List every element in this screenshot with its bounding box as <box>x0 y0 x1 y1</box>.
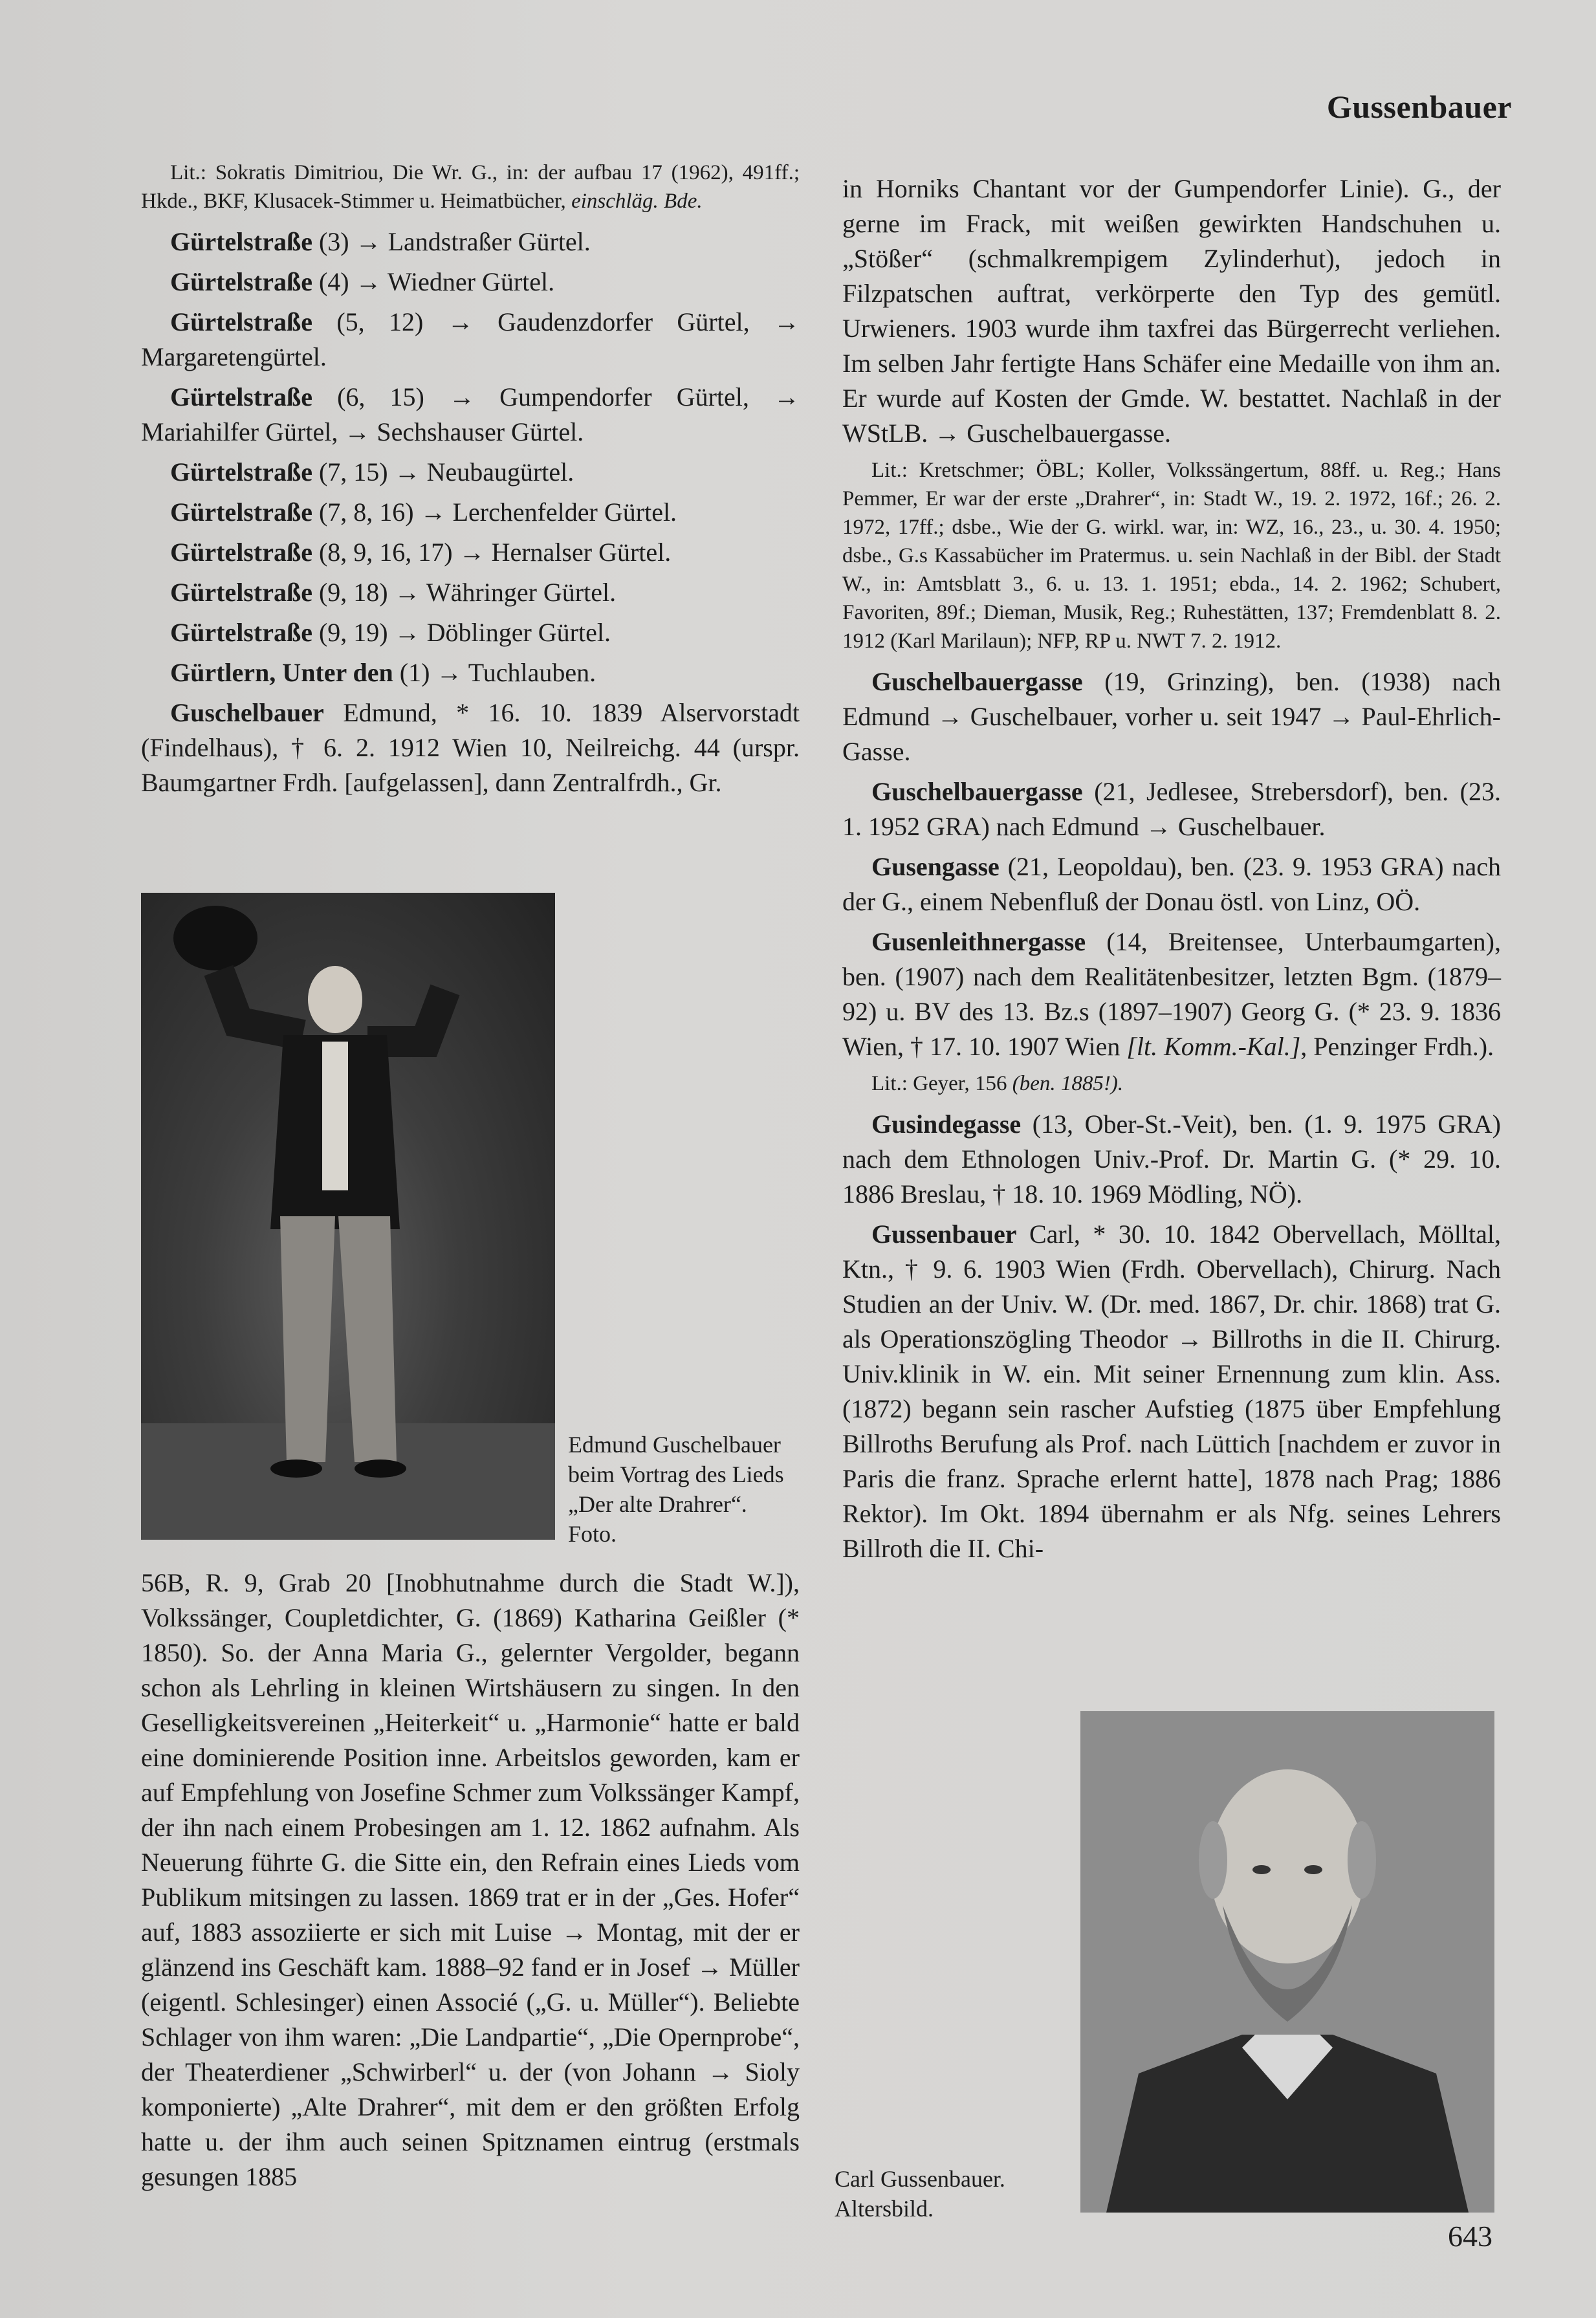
photo-gussenbauer-caption: Carl Gussenbauer. Altersbild. <box>835 2166 1005 2222</box>
entry-text: (7, 8, 16) → Lerchenfelder Gürtel. <box>318 497 677 527</box>
entry-head: Gürtelstraße <box>170 267 312 296</box>
entry-guschelbauergasse-21 <box>842 774 1501 844</box>
entry-text: (7, 15) → Neubaugürtel. <box>318 457 574 487</box>
entry-text: (21, Jedlesee, Strebersdorf), ben. (23. 1. 1952 GRA) nach Edmund → Guschelbauer. <box>842 777 1501 841</box>
entry-head: Gürtlern, Unter den <box>170 658 393 687</box>
entry-gusindegasse <box>842 1107 1501 1212</box>
entry-head: Gürtelstraße <box>170 618 312 647</box>
entry-italic: [lt. Komm.-Kal.] <box>1126 1032 1301 1061</box>
entry-head: Gussenbauer <box>871 1219 1017 1249</box>
right-column <box>842 171 1501 1571</box>
entry-text: (9, 18) → Währinger Gürtel. <box>318 578 617 607</box>
lit-guschelbauer: Lit.: Kretschmer; ÖBL; Koller, Volkssängertum, 88ff. u. Reg.; Hans Pemmer, Er war der erste „Drahrer“, in: Stadt W., 19. 2. 1972, 16f.; 26. 2. 1972, 17ff.; dsbe., Wie der G. wirkl. war, in: WZ, 16., 23., u. 30. 4. 1950; dsbe., G.s Kassabücher im Pratermus. u. sein Nachlaß in der Bibl. der Stadt W., in: Amtsblatt 3., 6. u. 13. 1. 1951; ebda., 14. 2. 1962; Schubert, Favoriten, 89f.; Dieman, Musik, Reg.; Ruhestätten, 137; Fremdenblatt 8. 2. 1912 (Karl Marilaun); NFP, RP u. NWT 7. 2. 1912. <box>842 459 1501 653</box>
photo-gussenbauer <box>1080 1711 1494 2213</box>
entry-text: (9, 19) → Döblinger Gürtel. <box>318 618 611 647</box>
entry-guertelstrasse-9-19 <box>141 615 800 650</box>
entry-head: Guschelbauer <box>170 698 324 727</box>
left-column-upper <box>141 159 800 805</box>
entry-text: (8, 9, 16, 17) → Hernalser Gürtel. <box>318 538 672 567</box>
entry-head: Gusenleithnergasse <box>871 927 1086 956</box>
entry-guertelstrasse-3 <box>141 224 800 259</box>
entry-guertelstrasse-9-18 <box>141 575 800 610</box>
lit-gusenleithnergasse <box>842 1069 1501 1098</box>
entry-text: Carl, * 30. 10. 1842 Obervellach, Mölltal, Ktn., † 9. 6. 1903 Wien (Frdh. Obervellach), Chirurg. Nach Studien an der Univ. W. (Dr. med. 1867, Dr. chir. 1868) trat G. als Operationszögling Theodor → Billroths in die II. Chirurg. Univ.klinik in W. ein. Mit seiner Ernennung zum klin. Ass. (1872) begann sein rascher Aufstieg (1875 über Empfehlung Billroths Berufung als Prof. nach Lüttich [nachdem er zuvor in Paris die franz. Sprache erlernt hatte], 1878 nach Prag; 1886 Rektor). Im Okt. 1894 übernahm er als Nfg. seines Lehrers Billroth die II. Chi- <box>842 1219 1502 1563</box>
lit-italic: (ben. 1885!). <box>1012 1072 1124 1095</box>
entry-guertelstrasse-4 <box>141 265 800 300</box>
guschelbauer-continuation-right: in Horniks Chantant vor der Gumpendorfer Linie). G., der gerne im Frack, mit weißen gewirkten Handschuhen u. „Stößer“ (schmalkrempigem Zylinderhut), jedoch in Filzpatschen auftrat, verkörperte den Typ des gemütl. Urwieners. 1903 wurde ihm taxfrei das Bürgerrecht verliehen. Im selben Jahr fertigte Hans Schäfer eine Medaille von ihm an. Er wurde auf Kosten der Gmde. W. bestattet. Nachlaß in der WStLB. → Guschelbauergasse. <box>842 174 1501 448</box>
entry-text: (6, 15) → Gumpendorfer Gürtel, → Mariahilfer Gürtel, → Sechshauser Gürtel. <box>141 382 800 446</box>
entry-gusengasse <box>842 849 1501 919</box>
entry-text: (13, Ober-St.-Veit), ben. (1. 9. 1975 GRA) nach dem Ethnologen Univ.-Prof. Dr. Martin G. (* 29. 10. 1886 Breslau, † 18. 10. 1969 Mödling, NÖ). <box>842 1110 1502 1208</box>
entry-head: Gürtelstraße <box>170 497 312 527</box>
entry-head: Gürtelstraße <box>170 227 312 256</box>
entry-gusenleithnergasse <box>842 924 1501 1064</box>
photo-gussenbauer-portrait <box>1080 1711 1494 2213</box>
entry-head: Guschelbauergasse <box>871 777 1083 806</box>
entry-head: Gürtelstraße <box>170 382 312 411</box>
entry-guertelstrasse-8-9-16-17 <box>141 535 800 570</box>
entry-text: (19, Grinzing), ben. (1938) nach Edmund → Guschelbauer, vorher u. seit 1947 → Paul-Ehrlich-Gasse. <box>842 667 1501 766</box>
entry-head: Guschelbauergasse <box>871 667 1083 696</box>
entry-text: (14, Breitensee, Unterbaumgarten), ben. (1907) nach dem Realitätenbesitzer, letzten Bgm. (1879–92) u. BV des 13. Bz.s (1897–1907) Georg G. (* 23. 9. 1836 Wien, † 17. 10. 1907 Wien <box>842 927 1501 1061</box>
entry-guschelbauergasse-19 <box>842 664 1501 769</box>
entry-guertlern <box>141 655 800 690</box>
entry-text: (3) → Landstraßer Gürtel. <box>318 227 591 256</box>
lit-intro-italic: einschläg. Bde. <box>571 190 703 213</box>
entry-head: Gürtelstraße <box>170 538 312 567</box>
entry-head: Gusengasse <box>871 852 1000 881</box>
entry-head: Gürtelstraße <box>170 578 312 607</box>
photo-guschelbauer-figure <box>141 893 555 1540</box>
entry-guertelstrasse-7-15 <box>141 455 800 490</box>
entry-guertelstrasse-5-12 <box>141 305 800 375</box>
page-number: 643 <box>1448 2220 1492 2253</box>
guschelbauer-continuation: 56B, R. 9, Grab 20 [Inobhutnahme durch die Stadt W.]), Volkssänger, Coupletdichter, G. (1869) Katharina Geißler (* 1850). So. der Anna Maria G., gelernter Vergolder, begann schon als Lehrling in kleinen Wirtshäusern zu singen. In den Geselligkeitsvereinen „Heiterkeit“ u. „Harmonie“ hatte er bald eine dominierende Position inne. Arbeitslos geworden, kam er auf Empfehlung von Josefine Schmer zum Volkssänger Kampf, der ihn nach einem Probesingen am 1. 12. 1862 aufnahm. Als Neuerung führte G. die Sitte ein, den Refrain eines Lieds vom Publikum mitsingen zu lassen. 1869 trat er in der „Ges. Hofer“ auf, 1883 assoziierte er sich mit Luise → Montag, mit der er glänzend ins Geschäft kam. 1888–92 fand er in Josef → Müller (eigentl. Schlesinger) einen Associé („G. u. Müller“). Beliebte Schlager von ihm waren: „Die Landpartie“, „Die Opernprobe“, der Theaterdiener „Schwirberl“ u. der (von Johann → Sioly komponierte) „Alte Drahrer“, mit dem er den größten Erfolg hatte u. der ihm auch seinen Spitznamen eintrug (erstmals gesungen 1885 <box>141 1568 800 2191</box>
running-header: Gussenbauer <box>1326 89 1512 125</box>
entry-guschelbauer <box>141 695 800 800</box>
entry-head: Gürtelstraße <box>170 457 312 487</box>
entry-text: (4) → Wiedner Gürtel. <box>318 267 555 296</box>
entry-head: Gusindegasse <box>871 1110 1022 1139</box>
lit-text: Lit.: Geyer, 156 <box>871 1072 1007 1095</box>
lit-intro <box>141 159 800 215</box>
entry-text: (21, Leopoldau), ben. (23. 9. 1953 GRA) nach der G., einem Nebenfluß der Donau östl. von Linz, OÖ. <box>842 852 1501 916</box>
left-column-lower <box>141 1566 800 2194</box>
entry-gussenbauer <box>842 1217 1501 1566</box>
entry-guertelstrasse-6-15 <box>141 380 800 450</box>
photo-guschelbauer-caption: Edmund Guschelbauer beim Vortrag des Lieds „Der alte Drahrer“. Foto. <box>568 1432 784 1547</box>
lit-intro-text: Lit.: Sokratis Dimitriou, Die Wr. G., in: der aufbau 17 (1962), 491ff.; Hkde., BKF, Klusacek-Stimmer u. Heimatbücher, <box>141 161 800 213</box>
entry-tail: , Penzinger Frdh.). <box>1300 1032 1494 1061</box>
entry-text: (5, 12) → Gaudenzdorfer Gürtel, → Margaretengürtel. <box>141 307 800 371</box>
entry-text: Edmund, * 16. 10. 1839 Alservorstadt (Findelhaus), † 6. 2. 1912 Wien 10, Neilreichg. 44 (urspr. Baumgartner Frdh. [aufgelassen], dann Zentralfrdh., Gr. <box>141 698 800 797</box>
entry-guertelstrasse-7-8-16 <box>141 495 800 530</box>
photo-guschelbauer <box>141 893 555 1540</box>
entry-text: (1) → Tuchlauben. <box>399 658 596 687</box>
entry-head: Gürtelstraße <box>170 307 312 336</box>
